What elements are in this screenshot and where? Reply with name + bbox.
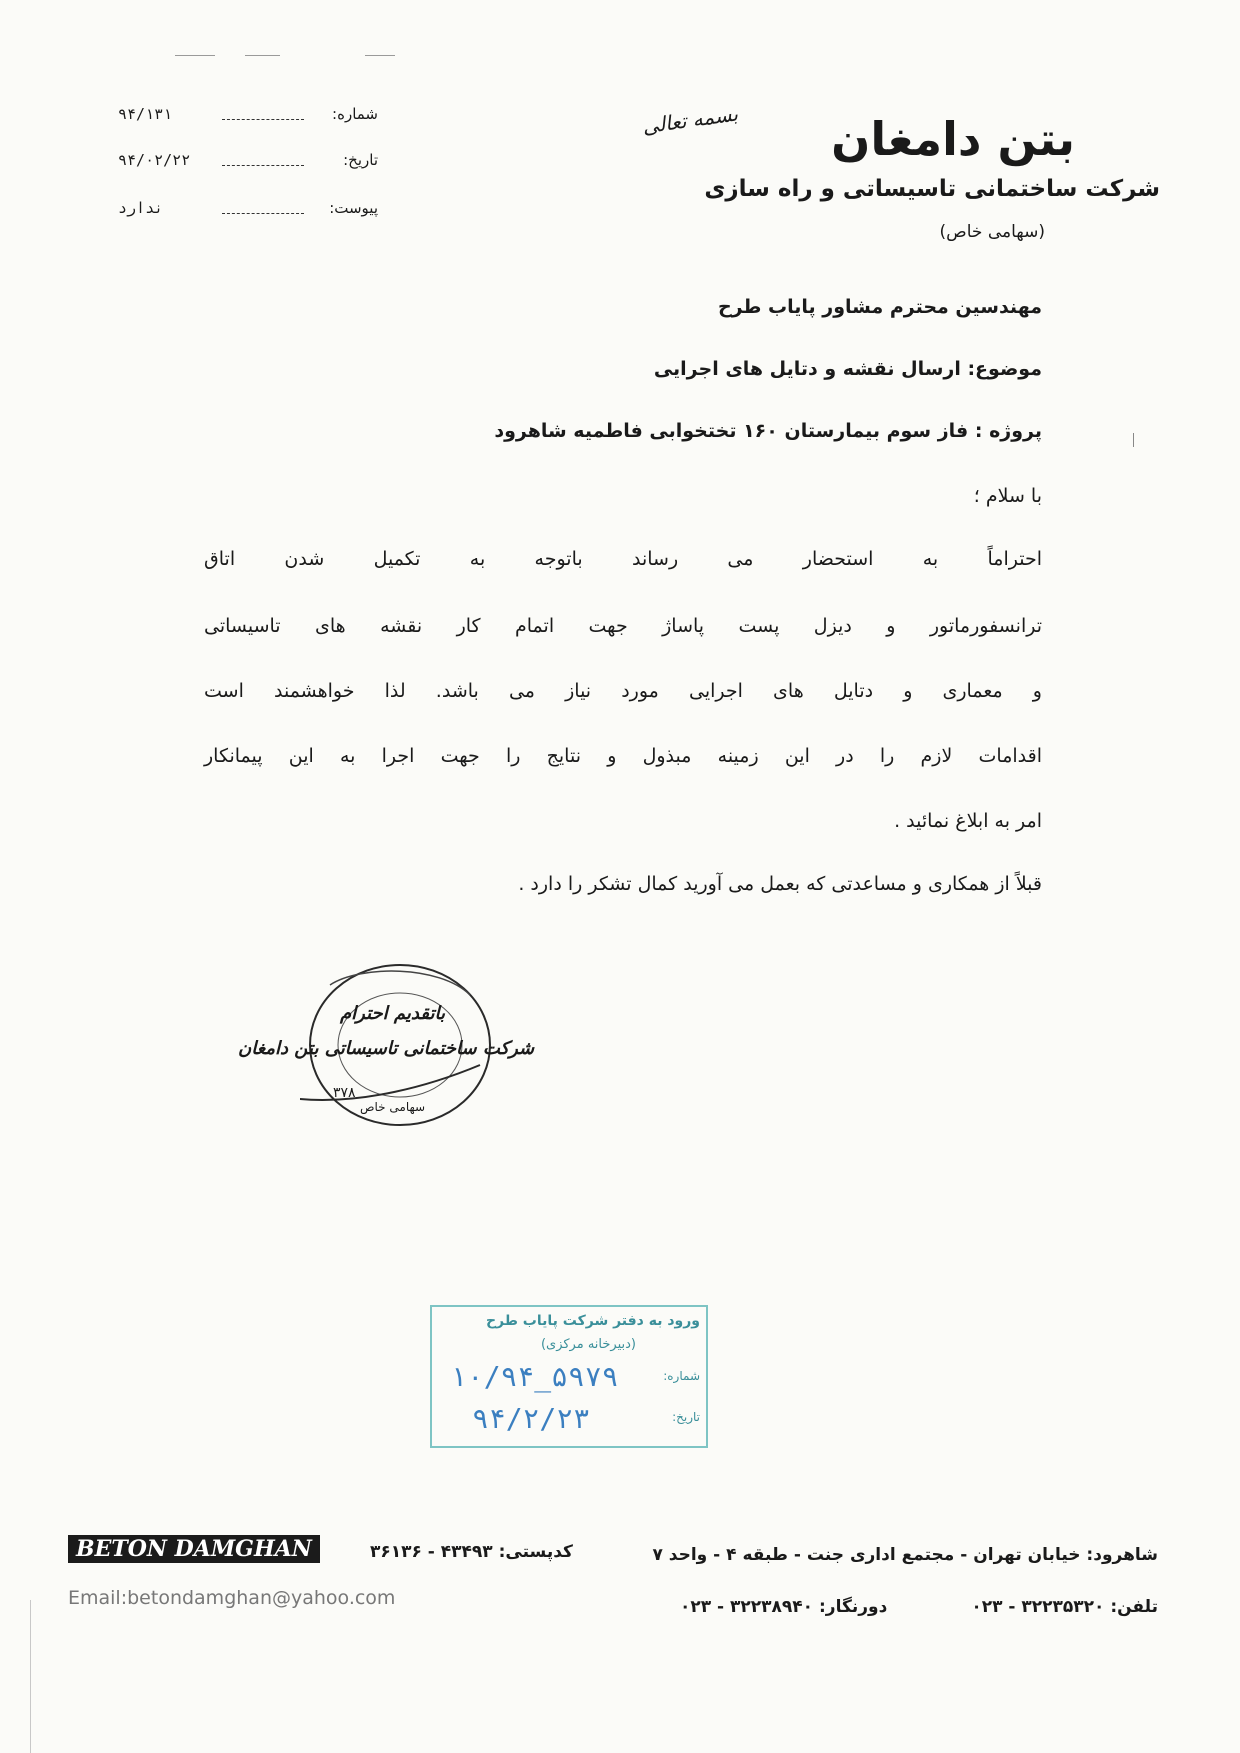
top-rule-2 bbox=[245, 55, 280, 56]
recipient: مهندسین محترم مشاور پایاب طرح bbox=[717, 296, 1042, 318]
body-line: و معماری و دتایل های اجرایی مورد نیاز می باشد. لذا خواهشمند است bbox=[204, 680, 1042, 702]
received-stamp-number: ۱۰/۹۴_۵۹۷۹ bbox=[450, 1360, 619, 1393]
footer-address: شاهرود: خیابان تهران - مجتمع اداری جنت - طبقه ۴ - واحد ۷ bbox=[652, 1545, 1158, 1565]
footer-postal: کدپستی: ۴۳۴۹۳ - ۳۶۱۳۶ bbox=[370, 1542, 573, 1562]
ref-dots bbox=[222, 155, 304, 166]
body-line: ترانسفورماتور و دیزل پست پاساژ جهت اتمام کار نقشه های تاسیساتی bbox=[204, 615, 1042, 637]
signature-company: شرکت ساختمانی تاسیساتی بتن دامغان bbox=[238, 1038, 535, 1059]
brand-logo: BETON DAMGHAN bbox=[68, 1535, 320, 1563]
ref-dots bbox=[222, 109, 304, 120]
greeting: با سلام ؛ bbox=[973, 485, 1042, 507]
ref-number-row bbox=[118, 103, 378, 125]
ref-date-value: ۹۴/۰۲/۲۲ bbox=[118, 151, 191, 169]
top-rule-1 bbox=[175, 55, 215, 56]
received-stamp-date-label: تاریخ: bbox=[672, 1410, 700, 1424]
project: پروژه : فاز سوم بیمارستان ۱۶۰ تختخوابی فاطمیه شاهرود bbox=[494, 420, 1042, 442]
received-stamp-date: ۹۴/۲/۲۳ bbox=[472, 1402, 591, 1435]
company-subtitle: شرکت ساختمانی تاسیساتی و راه سازی bbox=[704, 176, 1160, 202]
ref-date-row bbox=[118, 149, 378, 171]
ref-number-label: شماره: bbox=[332, 105, 378, 123]
body-line: اقدامات لازم را در این زمینه مبذول و نتایج را جهت اجرا به این پیمانکار bbox=[204, 745, 1042, 767]
received-stamp-title: ورود به دفتر شرکت پایاب طرح bbox=[485, 1313, 700, 1329]
ref-attachment-row bbox=[118, 197, 378, 219]
footer-fax: دورنگار: ۳۲۲۳۸۹۴۰ - ۰۲۳ bbox=[680, 1597, 888, 1617]
company-type: (سهامی خاص) bbox=[939, 222, 1045, 242]
footer-phone: تلفن: ۳۲۲۳۵۳۲۰ - ۰۲۳ bbox=[971, 1597, 1158, 1617]
ref-attachment-value: ندارد bbox=[118, 199, 164, 217]
body-line: احتراماً به استحضار می رساند باتوجه به تکمیل شدن اتاق bbox=[204, 548, 1042, 570]
footer-email: Email:betondamghan@yahoo.com bbox=[68, 1587, 396, 1609]
company-name: بتن دامغان bbox=[831, 112, 1075, 166]
ref-attachment-label: پیوست: bbox=[329, 199, 378, 217]
closing: قبلاً از همکاری و مساعدتی که بعمل می آورید کمال تشکر را دارد . bbox=[518, 873, 1042, 895]
margin-tick bbox=[1133, 433, 1134, 447]
seal-number: ۳۷۸ bbox=[333, 1085, 356, 1101]
invocation: بسمه تعالی bbox=[640, 101, 740, 139]
ref-dots bbox=[222, 203, 304, 214]
received-stamp-subtitle: (دبیرخانه مرکزی) bbox=[540, 1337, 636, 1352]
received-stamp-number-label: شماره: bbox=[663, 1369, 700, 1383]
body-last-line: امر به ابلاغ نمائید . bbox=[894, 810, 1042, 832]
signature-greeting: باتقدیم احترام bbox=[340, 1003, 445, 1024]
top-rule-3 bbox=[365, 55, 395, 56]
seal-type: سهامی خاص bbox=[360, 1100, 426, 1114]
scan-edge bbox=[30, 1600, 31, 1753]
received-stamp bbox=[430, 1305, 708, 1448]
subject: موضوع: ارسال نقشه و دتایل های اجرایی bbox=[653, 358, 1042, 380]
ref-date-label: تاریخ: bbox=[343, 151, 378, 169]
ref-number-value: ۹۴/۱۳۱ bbox=[118, 105, 173, 123]
